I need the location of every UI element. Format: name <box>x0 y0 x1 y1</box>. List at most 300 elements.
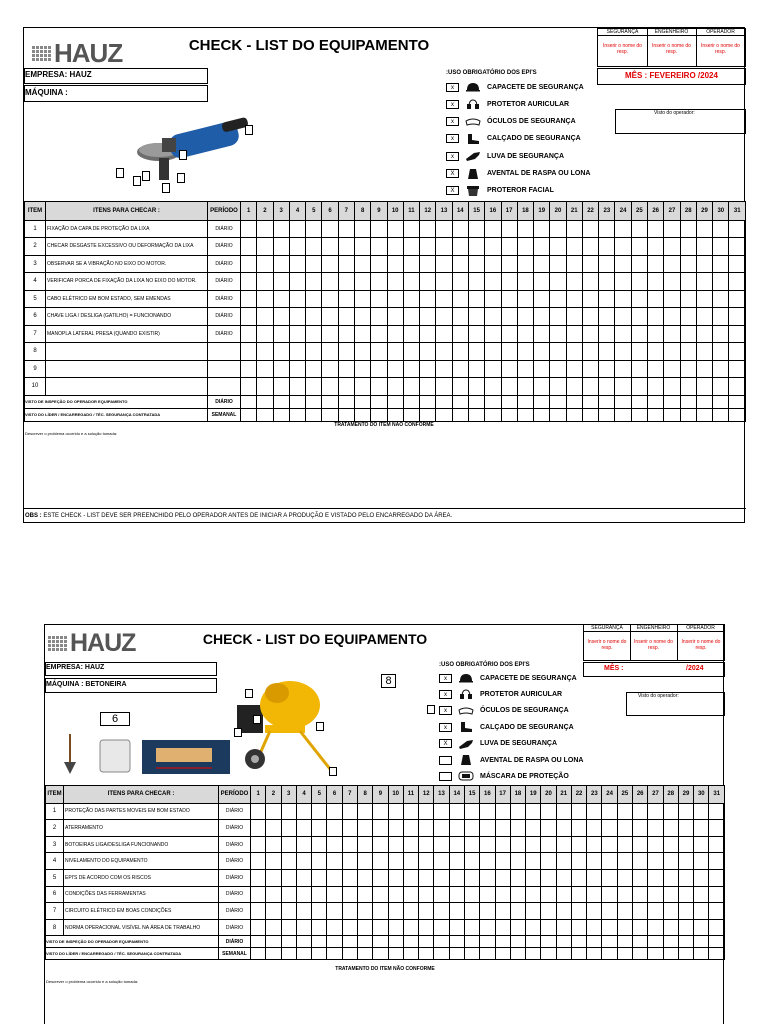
day-check-cell[interactable] <box>357 836 372 853</box>
day-check-cell[interactable] <box>273 290 289 308</box>
day-check-cell[interactable] <box>373 948 388 960</box>
day-check-cell[interactable] <box>648 919 663 936</box>
day-check-cell[interactable] <box>266 869 281 886</box>
day-check-cell[interactable] <box>281 803 296 820</box>
day-check-cell[interactable] <box>371 343 387 361</box>
day-check-cell[interactable] <box>582 395 598 408</box>
day-check-cell[interactable] <box>664 290 680 308</box>
day-check-cell[interactable] <box>485 308 501 326</box>
day-check-cell[interactable] <box>556 936 571 948</box>
day-check-cell[interactable] <box>388 903 403 920</box>
day-check-cell[interactable] <box>582 325 598 343</box>
day-check-cell[interactable] <box>587 869 602 886</box>
day-check-cell[interactable] <box>296 919 311 936</box>
day-check-cell[interactable] <box>541 936 556 948</box>
day-check-cell[interactable] <box>495 803 510 820</box>
day-check-cell[interactable] <box>541 903 556 920</box>
day-check-cell[interactable] <box>273 395 289 408</box>
day-check-cell[interactable] <box>373 820 388 837</box>
day-check-cell[interactable] <box>633 820 648 837</box>
day-check-cell[interactable] <box>449 803 464 820</box>
day-check-cell[interactable] <box>648 886 663 903</box>
day-check-cell[interactable] <box>436 378 452 396</box>
day-check-cell[interactable] <box>327 869 342 886</box>
day-check-cell[interactable] <box>550 255 566 273</box>
day-check-cell[interactable] <box>678 836 693 853</box>
day-check-cell[interactable] <box>449 836 464 853</box>
day-check-cell[interactable] <box>566 360 582 378</box>
day-check-cell[interactable] <box>373 936 388 948</box>
day-check-cell[interactable] <box>664 220 680 238</box>
day-check-cell[interactable] <box>664 395 680 408</box>
day-check-cell[interactable] <box>501 378 517 396</box>
day-check-cell[interactable] <box>354 343 370 361</box>
day-check-cell[interactable] <box>436 255 452 273</box>
day-check-cell[interactable] <box>678 869 693 886</box>
day-check-cell[interactable] <box>403 919 418 936</box>
day-check-cell[interactable] <box>566 255 582 273</box>
day-check-cell[interactable] <box>582 343 598 361</box>
day-check-cell[interactable] <box>480 919 495 936</box>
day-check-cell[interactable] <box>501 255 517 273</box>
day-check-cell[interactable] <box>338 378 354 396</box>
day-check-cell[interactable] <box>289 360 305 378</box>
day-check-cell[interactable] <box>354 325 370 343</box>
day-check-cell[interactable] <box>664 238 680 256</box>
day-check-cell[interactable] <box>312 919 327 936</box>
day-check-cell[interactable] <box>403 220 419 238</box>
day-check-cell[interactable] <box>419 836 434 853</box>
day-check-cell[interactable] <box>550 408 566 421</box>
day-check-cell[interactable] <box>485 378 501 396</box>
day-check-cell[interactable] <box>322 290 338 308</box>
day-check-cell[interactable] <box>342 836 357 853</box>
day-check-cell[interactable] <box>419 853 434 870</box>
day-check-cell[interactable] <box>696 238 712 256</box>
day-check-cell[interactable] <box>617 803 632 820</box>
day-check-cell[interactable] <box>241 325 257 343</box>
epi-checkbox[interactable]: X <box>446 186 459 195</box>
day-check-cell[interactable] <box>257 220 273 238</box>
day-check-cell[interactable] <box>420 378 436 396</box>
day-check-cell[interactable] <box>296 820 311 837</box>
day-check-cell[interactable] <box>289 378 305 396</box>
day-check-cell[interactable] <box>729 378 746 396</box>
day-check-cell[interactable] <box>420 360 436 378</box>
day-check-cell[interactable] <box>694 853 709 870</box>
day-check-cell[interactable] <box>541 803 556 820</box>
day-check-cell[interactable] <box>342 886 357 903</box>
day-check-cell[interactable] <box>566 325 582 343</box>
day-check-cell[interactable] <box>273 378 289 396</box>
day-check-cell[interactable] <box>599 255 615 273</box>
day-check-cell[interactable] <box>495 836 510 853</box>
day-check-cell[interactable] <box>388 820 403 837</box>
day-check-cell[interactable] <box>501 308 517 326</box>
day-check-cell[interactable] <box>342 936 357 948</box>
day-check-cell[interactable] <box>485 395 501 408</box>
day-check-cell[interactable] <box>615 408 631 421</box>
day-check-cell[interactable] <box>464 903 479 920</box>
day-check-cell[interactable] <box>556 948 571 960</box>
day-check-cell[interactable] <box>388 886 403 903</box>
day-check-cell[interactable] <box>631 378 647 396</box>
day-check-cell[interactable] <box>357 936 372 948</box>
day-check-cell[interactable] <box>696 308 712 326</box>
day-check-cell[interactable] <box>550 220 566 238</box>
day-check-cell[interactable] <box>322 238 338 256</box>
day-check-cell[interactable] <box>342 919 357 936</box>
day-check-cell[interactable] <box>587 836 602 853</box>
day-check-cell[interactable] <box>534 378 550 396</box>
day-check-cell[interactable] <box>648 343 664 361</box>
day-check-cell[interactable] <box>663 903 678 920</box>
day-check-cell[interactable] <box>312 803 327 820</box>
day-check-cell[interactable] <box>266 903 281 920</box>
day-check-cell[interactable] <box>696 378 712 396</box>
day-check-cell[interactable] <box>338 395 354 408</box>
day-check-cell[interactable] <box>251 803 266 820</box>
day-check-cell[interactable] <box>517 273 533 291</box>
day-check-cell[interactable] <box>510 936 525 948</box>
day-check-cell[interactable] <box>526 869 541 886</box>
day-check-cell[interactable] <box>464 919 479 936</box>
day-check-cell[interactable] <box>631 408 647 421</box>
day-check-cell[interactable] <box>468 273 484 291</box>
day-check-cell[interactable] <box>587 853 602 870</box>
day-check-cell[interactable] <box>729 308 746 326</box>
day-check-cell[interactable] <box>631 220 647 238</box>
day-check-cell[interactable] <box>419 919 434 936</box>
day-check-cell[interactable] <box>306 308 322 326</box>
day-check-cell[interactable] <box>648 308 664 326</box>
epi-checkbox[interactable]: x <box>446 134 459 143</box>
day-check-cell[interactable] <box>273 308 289 326</box>
day-check-cell[interactable] <box>729 255 746 273</box>
day-check-cell[interactable] <box>709 948 725 960</box>
day-check-cell[interactable] <box>664 360 680 378</box>
day-check-cell[interactable] <box>517 395 533 408</box>
epi-checkbox[interactable]: x <box>446 152 459 161</box>
day-check-cell[interactable] <box>556 853 571 870</box>
day-check-cell[interactable] <box>696 395 712 408</box>
day-check-cell[interactable] <box>566 308 582 326</box>
day-check-cell[interactable] <box>587 903 602 920</box>
day-check-cell[interactable] <box>289 325 305 343</box>
day-check-cell[interactable] <box>495 919 510 936</box>
day-check-cell[interactable] <box>357 803 372 820</box>
day-check-cell[interactable] <box>534 220 550 238</box>
day-check-cell[interactable] <box>452 325 468 343</box>
day-check-cell[interactable] <box>371 220 387 238</box>
day-check-cell[interactable] <box>615 395 631 408</box>
day-check-cell[interactable] <box>464 948 479 960</box>
day-check-cell[interactable] <box>501 220 517 238</box>
day-check-cell[interactable] <box>599 238 615 256</box>
day-check-cell[interactable] <box>526 853 541 870</box>
day-check-cell[interactable] <box>327 919 342 936</box>
epi-checkbox[interactable] <box>439 756 452 765</box>
day-check-cell[interactable] <box>464 820 479 837</box>
day-check-cell[interactable] <box>289 255 305 273</box>
day-check-cell[interactable] <box>709 886 725 903</box>
day-check-cell[interactable] <box>648 936 663 948</box>
day-check-cell[interactable] <box>617 936 632 948</box>
day-check-cell[interactable] <box>273 255 289 273</box>
day-check-cell[interactable] <box>251 919 266 936</box>
day-check-cell[interactable] <box>273 343 289 361</box>
day-check-cell[interactable] <box>602 820 617 837</box>
day-check-cell[interactable] <box>510 836 525 853</box>
day-check-cell[interactable] <box>648 255 664 273</box>
day-check-cell[interactable] <box>663 869 678 886</box>
day-check-cell[interactable] <box>587 936 602 948</box>
day-check-cell[interactable] <box>495 820 510 837</box>
day-check-cell[interactable] <box>387 255 403 273</box>
day-check-cell[interactable] <box>517 360 533 378</box>
day-check-cell[interactable] <box>566 238 582 256</box>
day-check-cell[interactable] <box>617 919 632 936</box>
day-check-cell[interactable] <box>306 378 322 396</box>
day-check-cell[interactable] <box>550 343 566 361</box>
day-check-cell[interactable] <box>534 255 550 273</box>
day-check-cell[interactable] <box>342 869 357 886</box>
day-check-cell[interactable] <box>678 919 693 936</box>
day-check-cell[interactable] <box>587 803 602 820</box>
day-check-cell[interactable] <box>403 325 419 343</box>
day-check-cell[interactable] <box>480 936 495 948</box>
day-check-cell[interactable] <box>534 360 550 378</box>
day-check-cell[interactable] <box>289 238 305 256</box>
day-check-cell[interactable] <box>312 886 327 903</box>
epi-checkbox[interactable]: x <box>439 706 452 715</box>
day-check-cell[interactable] <box>449 869 464 886</box>
day-check-cell[interactable] <box>694 948 709 960</box>
day-check-cell[interactable] <box>633 936 648 948</box>
day-check-cell[interactable] <box>468 360 484 378</box>
day-check-cell[interactable] <box>485 220 501 238</box>
day-check-cell[interactable] <box>631 343 647 361</box>
day-check-cell[interactable] <box>388 919 403 936</box>
day-check-cell[interactable] <box>468 378 484 396</box>
day-check-cell[interactable] <box>526 836 541 853</box>
day-check-cell[interactable] <box>281 886 296 903</box>
day-check-cell[interactable] <box>387 395 403 408</box>
day-check-cell[interactable] <box>403 395 419 408</box>
day-check-cell[interactable] <box>631 308 647 326</box>
day-check-cell[interactable] <box>241 378 257 396</box>
day-check-cell[interactable] <box>434 919 449 936</box>
day-check-cell[interactable] <box>480 948 495 960</box>
day-check-cell[interactable] <box>582 238 598 256</box>
day-check-cell[interactable] <box>306 220 322 238</box>
day-check-cell[interactable] <box>452 378 468 396</box>
day-check-cell[interactable] <box>713 220 729 238</box>
day-check-cell[interactable] <box>257 255 273 273</box>
day-check-cell[interactable] <box>266 919 281 936</box>
day-check-cell[interactable] <box>631 255 647 273</box>
day-check-cell[interactable] <box>452 408 468 421</box>
day-check-cell[interactable] <box>373 886 388 903</box>
day-check-cell[interactable] <box>468 343 484 361</box>
day-check-cell[interactable] <box>534 238 550 256</box>
day-check-cell[interactable] <box>296 948 311 960</box>
day-check-cell[interactable] <box>257 308 273 326</box>
day-check-cell[interactable] <box>273 220 289 238</box>
day-check-cell[interactable] <box>420 290 436 308</box>
day-check-cell[interactable] <box>306 255 322 273</box>
day-check-cell[interactable] <box>713 343 729 361</box>
day-check-cell[interactable] <box>266 948 281 960</box>
day-check-cell[interactable] <box>338 273 354 291</box>
day-check-cell[interactable] <box>510 948 525 960</box>
day-check-cell[interactable] <box>480 853 495 870</box>
day-check-cell[interactable] <box>526 903 541 920</box>
day-check-cell[interactable] <box>403 238 419 256</box>
day-check-cell[interactable] <box>273 408 289 421</box>
day-check-cell[interactable] <box>556 820 571 837</box>
day-check-cell[interactable] <box>633 919 648 936</box>
day-check-cell[interactable] <box>663 948 678 960</box>
day-check-cell[interactable] <box>485 408 501 421</box>
day-check-cell[interactable] <box>251 936 266 948</box>
day-check-cell[interactable] <box>436 325 452 343</box>
day-check-cell[interactable] <box>510 869 525 886</box>
day-check-cell[interactable] <box>342 903 357 920</box>
day-check-cell[interactable] <box>434 820 449 837</box>
day-check-cell[interactable] <box>517 255 533 273</box>
day-check-cell[interactable] <box>541 836 556 853</box>
day-check-cell[interactable] <box>468 325 484 343</box>
day-check-cell[interactable] <box>648 853 663 870</box>
day-check-cell[interactable] <box>587 948 602 960</box>
day-check-cell[interactable] <box>729 238 746 256</box>
day-check-cell[interactable] <box>534 343 550 361</box>
day-check-cell[interactable] <box>338 290 354 308</box>
day-check-cell[interactable] <box>631 273 647 291</box>
day-check-cell[interactable] <box>338 408 354 421</box>
day-check-cell[interactable] <box>571 869 586 886</box>
day-check-cell[interactable] <box>602 948 617 960</box>
day-check-cell[interactable] <box>464 853 479 870</box>
day-check-cell[interactable] <box>526 919 541 936</box>
day-check-cell[interactable] <box>550 308 566 326</box>
day-check-cell[interactable] <box>403 378 419 396</box>
day-check-cell[interactable] <box>663 820 678 837</box>
day-check-cell[interactable] <box>436 343 452 361</box>
day-check-cell[interactable] <box>664 408 680 421</box>
day-check-cell[interactable] <box>452 238 468 256</box>
day-check-cell[interactable] <box>602 919 617 936</box>
day-check-cell[interactable] <box>664 325 680 343</box>
day-check-cell[interactable] <box>403 869 418 886</box>
day-check-cell[interactable] <box>449 948 464 960</box>
day-check-cell[interactable] <box>550 360 566 378</box>
day-check-cell[interactable] <box>556 919 571 936</box>
day-check-cell[interactable] <box>680 220 696 238</box>
day-check-cell[interactable] <box>468 238 484 256</box>
day-check-cell[interactable] <box>631 360 647 378</box>
day-check-cell[interactable] <box>713 378 729 396</box>
day-check-cell[interactable] <box>617 903 632 920</box>
day-check-cell[interactable] <box>468 408 484 421</box>
day-check-cell[interactable] <box>615 325 631 343</box>
day-check-cell[interactable] <box>452 395 468 408</box>
day-check-cell[interactable] <box>266 803 281 820</box>
day-check-cell[interactable] <box>354 273 370 291</box>
day-check-cell[interactable] <box>322 360 338 378</box>
day-check-cell[interactable] <box>501 343 517 361</box>
day-check-cell[interactable] <box>617 886 632 903</box>
day-check-cell[interactable] <box>306 290 322 308</box>
day-check-cell[interactable] <box>510 803 525 820</box>
day-check-cell[interactable] <box>289 308 305 326</box>
day-check-cell[interactable] <box>241 255 257 273</box>
day-check-cell[interactable] <box>648 273 664 291</box>
day-check-cell[interactable] <box>615 220 631 238</box>
day-check-cell[interactable] <box>550 378 566 396</box>
day-check-cell[interactable] <box>354 238 370 256</box>
day-check-cell[interactable] <box>587 919 602 936</box>
day-check-cell[interactable] <box>327 903 342 920</box>
day-check-cell[interactable] <box>357 869 372 886</box>
day-check-cell[interactable] <box>556 803 571 820</box>
day-check-cell[interactable] <box>306 343 322 361</box>
day-check-cell[interactable] <box>387 360 403 378</box>
day-check-cell[interactable] <box>449 886 464 903</box>
day-check-cell[interactable] <box>709 836 725 853</box>
day-check-cell[interactable] <box>566 273 582 291</box>
day-check-cell[interactable] <box>387 308 403 326</box>
day-check-cell[interactable] <box>664 378 680 396</box>
day-check-cell[interactable] <box>322 325 338 343</box>
day-check-cell[interactable] <box>663 803 678 820</box>
day-check-cell[interactable] <box>709 936 725 948</box>
day-check-cell[interactable] <box>257 290 273 308</box>
sign-field-operador[interactable]: Inserir o nome do resp. <box>681 639 721 651</box>
day-check-cell[interactable] <box>420 255 436 273</box>
day-check-cell[interactable] <box>510 886 525 903</box>
day-check-cell[interactable] <box>403 948 418 960</box>
day-check-cell[interactable] <box>602 903 617 920</box>
day-check-cell[interactable] <box>257 408 273 421</box>
day-check-cell[interactable] <box>485 290 501 308</box>
day-check-cell[interactable] <box>468 220 484 238</box>
day-check-cell[interactable] <box>436 238 452 256</box>
day-check-cell[interactable] <box>680 395 696 408</box>
day-check-cell[interactable] <box>387 325 403 343</box>
day-check-cell[interactable] <box>534 325 550 343</box>
day-check-cell[interactable] <box>464 869 479 886</box>
day-check-cell[interactable] <box>713 273 729 291</box>
day-check-cell[interactable] <box>663 853 678 870</box>
day-check-cell[interactable] <box>452 255 468 273</box>
day-check-cell[interactable] <box>550 395 566 408</box>
day-check-cell[interactable] <box>449 919 464 936</box>
day-check-cell[interactable] <box>501 290 517 308</box>
day-check-cell[interactable] <box>571 836 586 853</box>
day-check-cell[interactable] <box>342 820 357 837</box>
day-check-cell[interactable] <box>713 308 729 326</box>
day-check-cell[interactable] <box>468 255 484 273</box>
day-check-cell[interactable] <box>387 408 403 421</box>
day-check-cell[interactable] <box>296 869 311 886</box>
day-check-cell[interactable] <box>387 273 403 291</box>
day-check-cell[interactable] <box>633 886 648 903</box>
day-check-cell[interactable] <box>296 936 311 948</box>
day-check-cell[interactable] <box>387 220 403 238</box>
day-check-cell[interactable] <box>241 290 257 308</box>
